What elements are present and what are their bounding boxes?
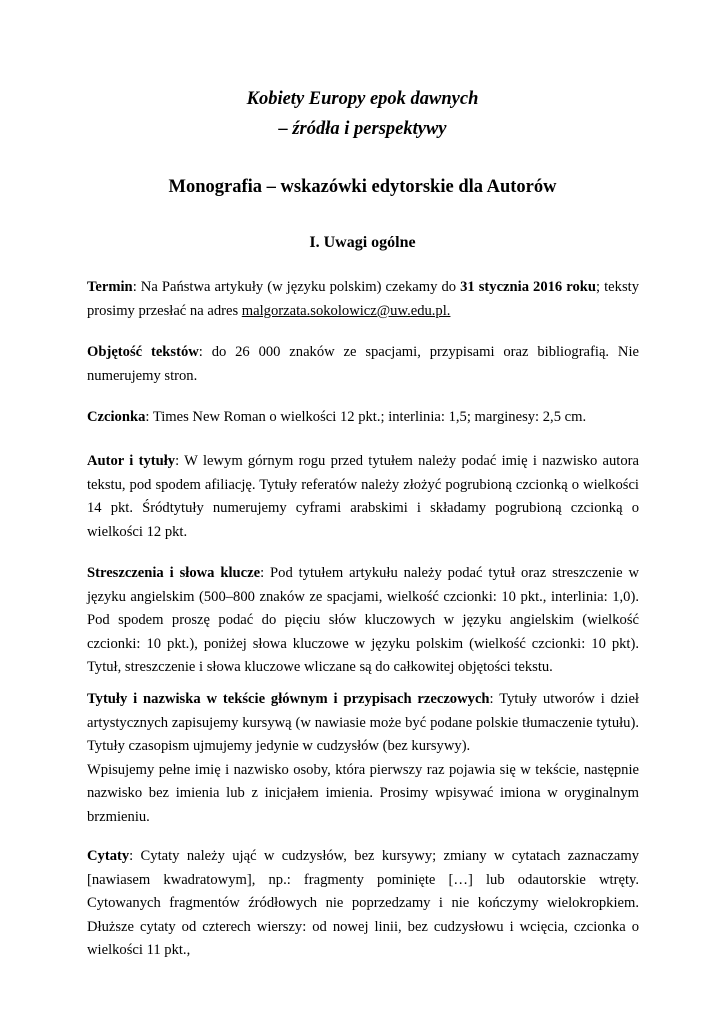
paragraph-termin [87,276,639,323]
email-link[interactable]: malgorzata.sokolowicz@uw.edu.pl. [241,302,451,319]
paragraph-label: Tytuły i nazwiska w tekście głównym i przypisach rzeczowych [87,691,490,707]
paragraph-label: Streszczenia i słowa klucze [87,565,261,581]
paragraph-text: : Tytuły utworów i dzieł artystycznych zapisujemy kursywą (w nawiasie może być podane polskie tłumaczenie tytułu). Tytuły czasopism ujmujemy jedynie w cudzysłów (bez kursywy). [87,691,639,755]
paragraph-text: : do 26 000 znaków ze spacjami, przypisami oraz bibliografią. Nie numerujemy stron. [87,344,639,384]
paragraph-text: : W lewym górnym rogu przed tytułem należy podać imię i nazwisko autora tekstu, pod spodem afiliację. Tytuły referatów należy złożyć pogrubioną czcionką o wielkości 14 pkt. Śródtytuły numerujemy cyframi arabskimi i składamy pogrubioną czcionką o wielkości 12 pkt. [87,453,639,540]
paragraph-objetosc [87,341,639,388]
paragraph-label: Termin [87,279,133,295]
paragraph-streszczenia [87,562,639,680]
paragraph-tytuly [87,688,639,830]
paragraph-text: Wpisujemy pełne imię i nazwisko osoby, która pierwszy raz pojawia się w tekście, następnie nazwisko bez imienia lub z inicjałem imienia. Prosimy wpisywać imiona w oryginalnym brzmieniu. [87,761,639,825]
paragraph-label: Cytaty [87,848,130,864]
paragraph-autor [87,450,639,544]
document-subtitle: Monografia – wskazówki edytorskie dla Autorów [168,177,557,197]
paragraph-label: Autor i tytuły [87,453,176,469]
paragraph-cytaty [87,845,639,963]
paragraph-label: Objętość tekstów [87,344,199,360]
paragraph-text: ; teksty prosimy przesłać na adres [87,279,639,319]
paragraph-text: : Cytaty należy ująć w cudzysłów, bez kursywy; zmiany w cytatach zaznaczamy [nawiasem kwadratowym], np.: fragmenty pominięte […] lub odautorskie wtręty. Cytowanych fragmentów źródłowych nie poprzedzamy i nie kończymy wielokropkiem. Dłuższe cytaty od czterech wierszy: od nowej linii, bez cudzysłowu i wcięcia, czcionka o wielkości 11 pkt., [87,848,639,959]
document-title-line2: – źródła i perspektywy [278,119,447,139]
paragraph-label: Czcionka [87,409,146,425]
document-title-line1: Kobiety Europy epok dawnych [246,89,479,109]
paragraph-text: : Times New Roman o wielkości 12 pkt.; interlinia: 1,5; marginesy: 2,5 cm. [145,409,587,425]
paragraph-text: : Pod tytułem artykułu należy podać tytuł oraz streszczenie w języku angielskim (500–800 znaków ze spacjami, wielkość czcionki: 10 pkt., interlinia: 1,0). Pod spodem proszę podać do pięciu słów kluczowych w języku angielskim (wielkość czcionki: 10 pkt.), poniżej słowa kluczowe w języku polskim (wielkość czcionki: 10 pkt). Tytuł, streszczenie i słowa kluczowe wliczane są do całkowitej objętości tekstu. [87,565,639,676]
deadline-date: 31 stycznia 2016 roku [460,279,597,295]
paragraph-text: : Na Państwa artykuły (w języku polskim) czekamy do [132,279,461,295]
paragraph-czcionka [87,406,639,430]
section-heading: I. Uwagi ogólne [309,234,416,251]
